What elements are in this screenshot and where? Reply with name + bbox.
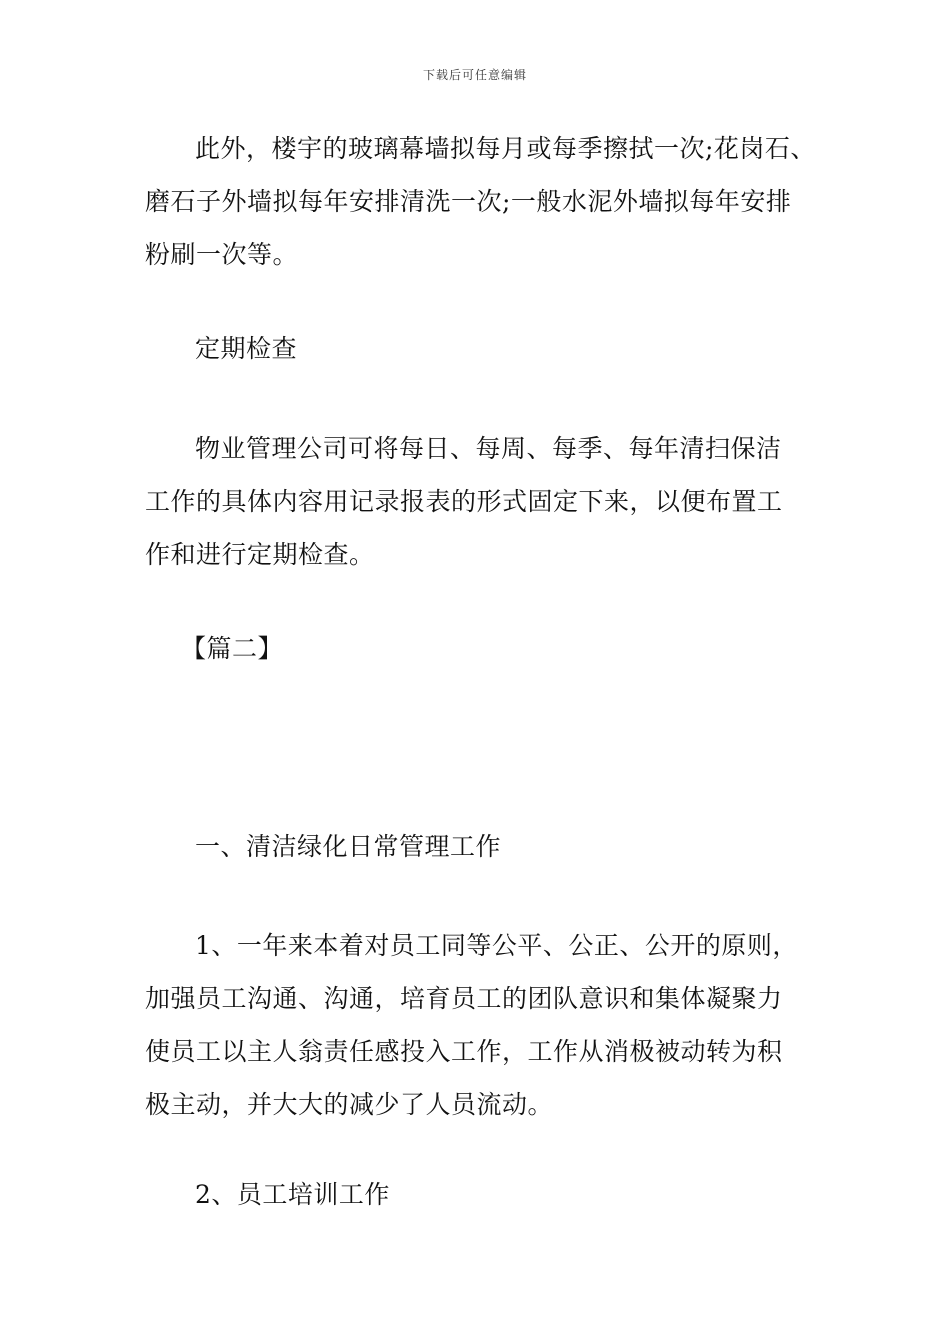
section-marker-part-two	[145, 622, 825, 675]
heading-text: 2、员工培训工作	[195, 1180, 390, 1209]
paragraph-line: 加强员工沟通、沟通，培育员工的团队意识和集体凝聚力	[145, 984, 783, 1013]
paragraph-line: 此外，楼宇的玻璃幕墙拟每月或每季擦拭一次;花岗石、	[195, 134, 816, 163]
paragraph-cleaning-schedule	[145, 122, 825, 281]
paragraph-line: 物业管理公司可将每日、每周、每季、每年清扫保洁	[195, 434, 782, 463]
paragraph-line: 极主动，并大大的减少了人员流动。	[145, 1090, 554, 1119]
paragraph-inspection	[145, 422, 825, 581]
paragraph-line: 粉刷一次等。	[145, 240, 299, 269]
paragraph-line: 使员工以主人翁责任感投入工作，工作从消极被动转为积	[145, 1037, 783, 1066]
paragraph-line: 磨石子外墙拟每年安排清洗一次;一般水泥外墙拟每年安排	[145, 187, 792, 216]
heading-text: 一、清洁绿化日常管理工作	[195, 832, 502, 861]
section-heading-daily-management	[145, 820, 825, 873]
paragraph-line: 作和进行定期检查。	[145, 540, 375, 569]
paragraph-item-2-heading	[145, 1168, 825, 1221]
page-header-note: 下载后可任意编辑	[422, 68, 527, 82]
section-marker-text: 【篇二】	[181, 634, 284, 663]
heading-text: 定期检查	[195, 334, 298, 363]
paragraph-line: 1、一年来本着对员工同等公平、公正、公开的原则，	[195, 931, 798, 960]
paragraph-line: 工作的具体内容用记录报表的形式固定下来，以便布置工	[145, 487, 783, 516]
section-heading-regular-inspection	[145, 322, 825, 375]
paragraph-item-1	[145, 919, 825, 1131]
